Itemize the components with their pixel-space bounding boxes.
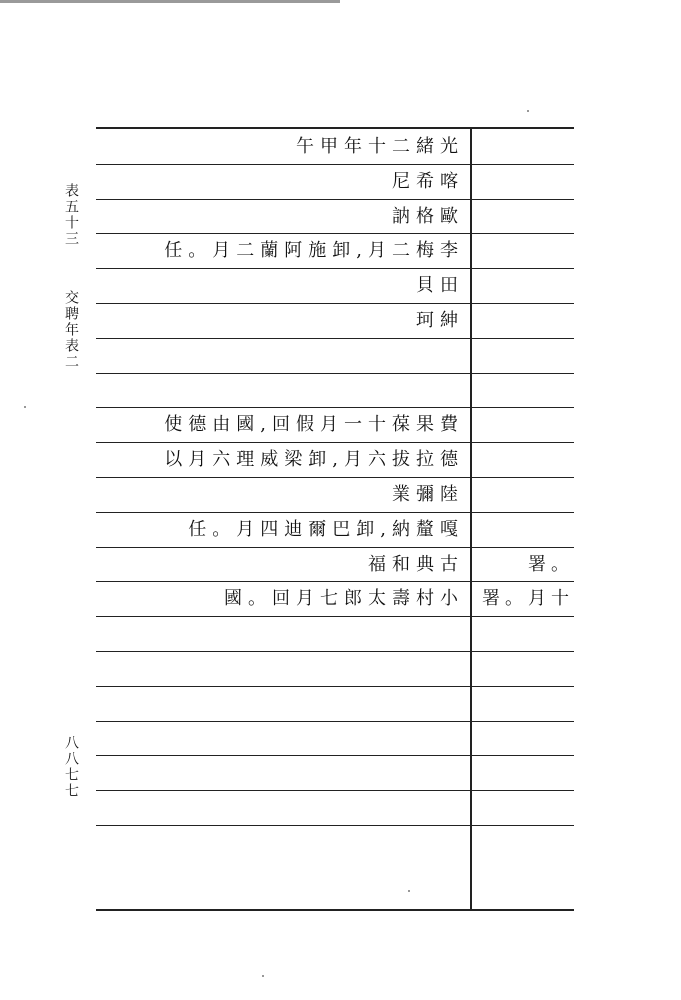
row-main-text: 任。月二蘭阿施卸,月二梅李: [164, 240, 464, 261]
row-rule: [96, 790, 574, 791]
row-rule: [96, 199, 574, 200]
row-side-text: 署。: [528, 554, 574, 575]
row-main-text: 以月六理威梁卸,月六拔拉德: [164, 449, 464, 470]
row-rule: [96, 373, 574, 374]
row-rule: [96, 442, 574, 443]
row-rule: [96, 164, 574, 165]
row-rule: [96, 547, 574, 548]
row-main-text: 午甲年十二緒光: [296, 136, 464, 157]
row-main-text: 珂紳: [416, 310, 464, 331]
row-main-text: 國。回月七郎太壽村小: [224, 588, 464, 609]
scan-speck: [408, 890, 410, 892]
row-side-text: 署。月十: [482, 588, 574, 609]
row-rule: [96, 407, 574, 408]
row-rule: [96, 616, 574, 617]
row-rule: [96, 477, 574, 478]
scan-speck: [262, 975, 264, 977]
row-main-text: 訥格歐: [392, 206, 464, 227]
row-rule: [96, 338, 574, 339]
row-rule: [96, 825, 574, 826]
margin-section-label: 交聘年表二: [63, 290, 79, 370]
row-rule: [96, 512, 574, 513]
row-rule: [96, 686, 574, 687]
row-rule: [96, 303, 574, 304]
row-rule: [96, 233, 574, 234]
row-main-text: 業彌陸: [392, 484, 464, 505]
row-main-text: 尼希喀: [392, 171, 464, 192]
row-rule: [96, 268, 574, 269]
row-main-text: 貝田: [416, 275, 464, 296]
row-rule: [96, 651, 574, 652]
table-bottom-rule: [96, 909, 574, 911]
margin-table-label: 表五十三: [63, 183, 79, 247]
row-main-text: 任。月四迪爾巴卸,納釐嘎: [188, 519, 464, 540]
row-rule: [96, 581, 574, 582]
row-main-text: 使德由國,回假月一十葆果費: [164, 414, 464, 435]
row-main-text: 福和典古: [368, 554, 464, 575]
row-rule: [96, 721, 574, 722]
column-divider: [470, 127, 472, 910]
scan-speck: [527, 110, 529, 112]
margin-page-number: 八八七七: [63, 735, 79, 799]
scan-top-edge: [0, 0, 340, 3]
scan-speck: [24, 406, 26, 408]
row-rule: [96, 755, 574, 756]
table-top-rule: [96, 127, 574, 129]
